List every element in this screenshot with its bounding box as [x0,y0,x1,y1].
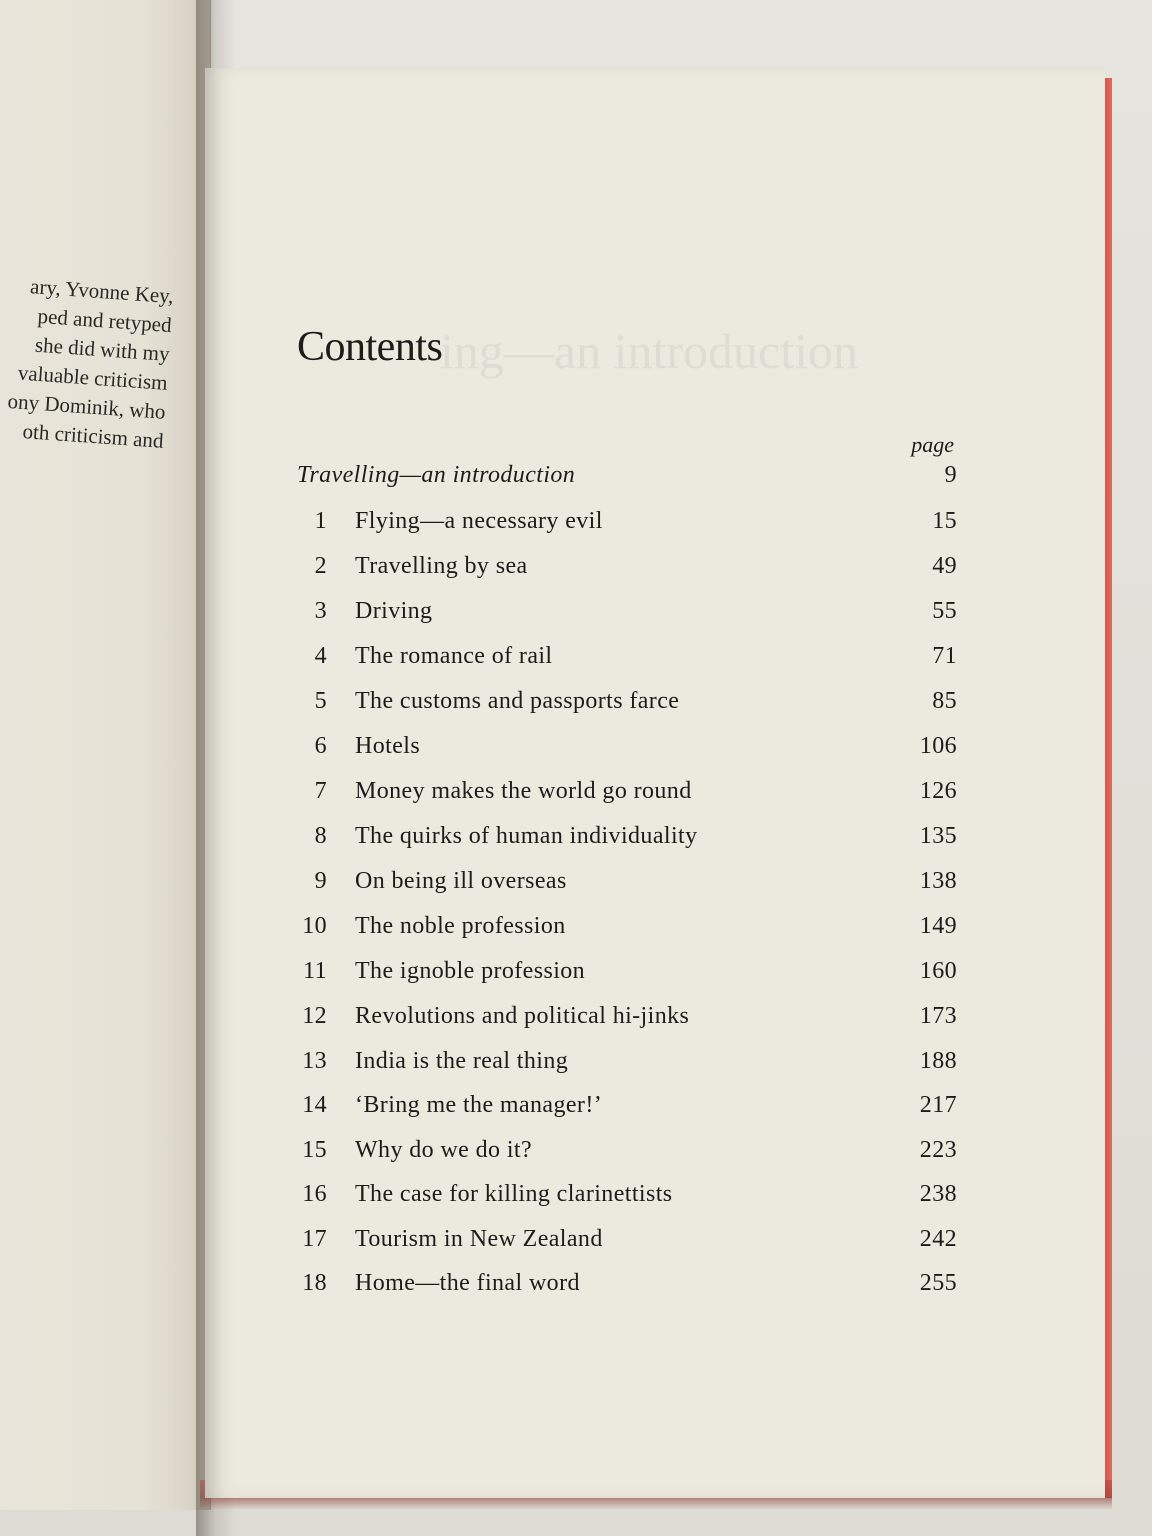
toc-title: The customs and passports farce [355,688,680,714]
toc-row [297,643,957,677]
toc-chapter-number: 1 [314,508,327,534]
toc-title: Tourism in New Zealand [355,1225,603,1252]
toc-chapter-number: 13 [302,1048,327,1074]
toc-title: Travelling—an introduction [297,462,576,488]
toc-title: Revolutions and political hi-jinks [355,1003,690,1029]
toc-chapter-number: 17 [302,1225,327,1252]
toc-title: Hotels [355,733,421,759]
page-column-label: page [911,432,954,457]
toc-page: 15 [932,508,957,534]
toc-page: 255 [919,1270,957,1296]
toc-title: ‘Bring me the manager!’ [355,1092,603,1119]
left-page-text [0,270,175,456]
toc-title: Travelling by sea [355,553,528,579]
toc-title: Home—the final word [355,1270,580,1296]
toc-page: 135 [919,823,957,849]
toc-chapter-number: 2 [314,553,327,579]
toc-page: 223 [919,1136,957,1163]
toc-intro-row [297,462,957,496]
toc-chapter-number: 8 [314,823,327,849]
toc-page: 49 [932,553,957,579]
toc-title: The case for killing clarinettists [355,1181,673,1208]
toc-page: 149 [919,913,957,939]
bleed-through-text: ing—an introduction [440,323,858,379]
toc-row [297,508,957,542]
left-text-line: she did with my [34,332,171,367]
toc-row [297,1003,957,1037]
toc-row [297,1092,957,1126]
toc-chapter-number: 11 [303,958,327,984]
toc-title: Money makes the world go round [355,778,692,804]
toc-page: 138 [919,868,957,894]
toc-row [297,1137,957,1171]
toc-chapter-number: 6 [314,733,327,759]
toc-row [297,868,957,902]
toc-row [297,1270,957,1304]
left-text-line: ped and retyped [36,303,173,338]
toc-row [297,553,957,587]
toc-chapter-number: 14 [302,1092,327,1119]
toc-chapter-number: 9 [314,868,327,894]
toc-chapter-number: 15 [302,1136,327,1163]
left-text-line: oth criticism and [21,419,165,453]
toc-row [297,1226,957,1260]
toc-title: The noble profession [355,913,566,939]
toc-row [297,598,957,632]
toc-row [297,688,957,722]
toc-title: India is the real thing [355,1048,569,1074]
toc-page: 106 [919,733,957,759]
toc-chapter-number: 5 [314,688,327,714]
toc-title: The ignoble profession [355,958,586,984]
toc-title: The quirks of human individuality [355,823,698,849]
left-page [0,0,211,1510]
toc-page: 188 [919,1048,957,1074]
toc-chapter-number: 12 [302,1003,327,1029]
toc-chapter-number: 4 [314,643,327,669]
toc-chapter-number: 18 [302,1270,327,1296]
toc-chapter-number: 10 [302,913,327,939]
toc-page: 126 [919,778,957,804]
page-title: Contents [297,324,443,370]
toc-title: Driving [355,598,433,624]
toc-page: 173 [919,1003,957,1029]
toc-row [297,778,957,812]
toc-page: 217 [919,1092,957,1119]
left-text-line: ony Dominik, who [6,388,167,424]
toc-row [297,1048,957,1082]
toc-title: Flying—a necessary evil [355,508,603,534]
toc-page: 242 [919,1225,957,1252]
toc-page: 160 [919,958,957,984]
toc-row [297,823,957,857]
toc-title: On being ill overseas [355,868,567,894]
toc-page: 71 [932,643,957,669]
toc-row [297,913,957,947]
toc-row [297,733,957,767]
left-text-line: ary, Yvonne Key, [29,274,175,309]
toc-row [297,958,957,992]
toc-row [297,1181,957,1215]
toc-title: The romance of rail [355,643,553,669]
toc-page: 9 [944,462,957,488]
toc-page: 55 [932,598,957,624]
toc-title: Why do we do it? [355,1136,533,1163]
toc-page: 85 [932,688,957,714]
toc-chapter-number: 16 [302,1181,327,1208]
toc-chapter-number: 3 [314,598,327,624]
toc-page: 238 [919,1181,957,1208]
left-text-line: valuable criticism [17,360,169,395]
toc-chapter-number: 7 [314,778,327,804]
